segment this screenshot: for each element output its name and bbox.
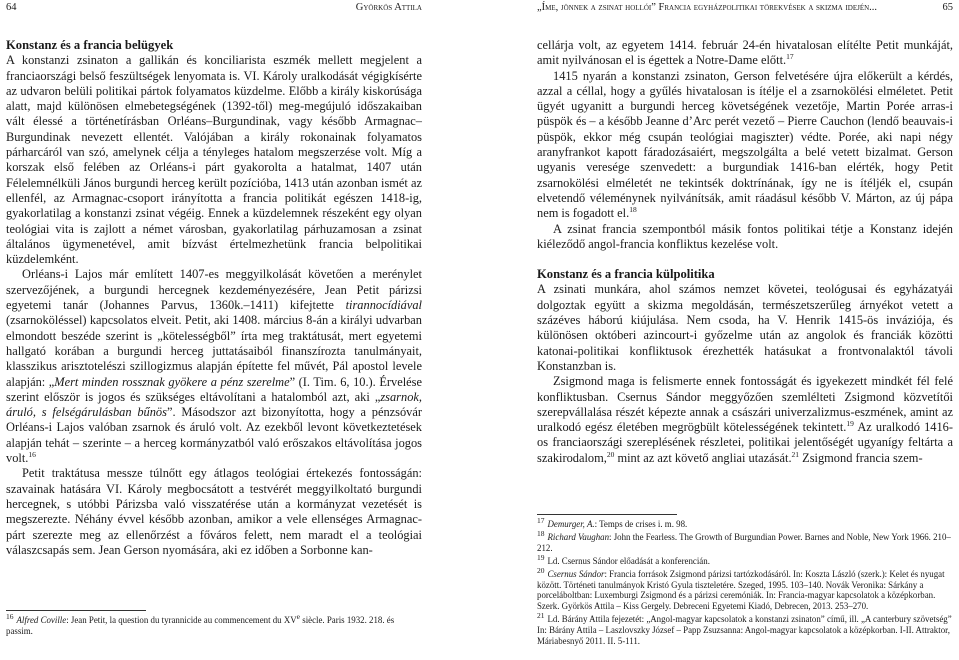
left-page-number: 64 — [6, 2, 17, 13]
footnote: $^{16}$ Alfred Coville: Jean Petit, la question du tyrannicide au commencement du XVe siècle. Paris 1932. 218. és passim. — [6, 612, 395, 636]
left-running-head: Györkös Attila — [355, 2, 422, 13]
right-running-head: „Íme, jönnek a zsinat hollói” Francia egyházpolitikai törekvések a skizma idején... — [537, 2, 878, 13]
footnote-divider — [537, 514, 677, 515]
left-page-header — [6, 2, 422, 18]
footnote-divider — [6, 610, 146, 611]
footnote: $^{19}$ Ld. Csernus Sándor előadását a konferencián. — [537, 552, 710, 566]
paragraph: Petit traktátusa messze túlnőtt egy átlagos teológiai értekezés fontosságán: szavainak hatására VI. Károly megbocsátott a testvérét meggyilkoltató burgundi hercegnek, s utóbbi Párizsba való visszatérése után a kormányzat vezetését is megszerezte. Néhány évvel később azonban, amikor a vele ellenséges Armagnac-párt szerezte meg az ellenőrzést a főváros felett, nem maradt el a teológiai válaszcsapás sem. Jean Gerson nyomására, aki ez időben a Sorbonne kan- — [6, 466, 422, 557]
section-heading: Konstanz és a francia belügyek — [6, 38, 174, 52]
paragraph: 1415 nyarán a konstanzi zsinaton, Gerson felvetésére újra előkerült a kérdés, azzal a céllal, hogy a gyűlés hivatalosan is ítélje el a zsarnokölési elméletet. Petit ügyét ugyanitt a burgundi herceg követségének vezetője, Martin Porée arras-i püspök és – a később Jeanne d’Arc perét vezető – Pierre Cauchon (lendő beauvais-i püspök, ekkor még csupán teológiai magiszter) védte. Porée, aki napi négy aranyfrankot kapott fáradozásaiért, megszolgálta a belé vetett bizalmat. Gerson ugyanis veresége szenvedett: a burgundiak 1416-ban elérték, hogy Petit zsarnokölési elméletét ne tekintsék doktrínának, így ne is ítéljék el, csupán elvetendő véleménynek nyilvánítsák, amit ráadásul később V. Márton, az új pápa nem is fogadott el.$^{18}$ — [537, 68, 953, 221]
paragraph: Zsigmond maga is felismerte ennek fontosságát és igyekezett mindkét fél felé konfliktusban. Csernus Sándor meggyőzően szemlélteti Zsigmond közvetítői szerepvállalása részét képezte annak a császári univerzalizmus-eszmének, amint az uralkodó egész életében megrögbült kötelességének tekintett.$^{19}$ Az uralkodó 1416-os franciaországi szereplésének részletei, politikai jelentőségét ugyanígy feltárta a szakirodalom,$^{20}$ mint az azt követő angliai utazását.$^{21}$ Zsigmond francia szem- — [537, 374, 953, 465]
right-page-header — [537, 2, 953, 18]
paragraph: Orléans-i Lajos már említett 1407-es meggyilkolását követően a merénylet szervezőjének, a burgundi hercegnek kezdeményezésére, Jean Petit párizsi egyetemi tanár (Johannes Parvus, 1360k.–1411) kifejtette tirannocídiával (zsarnoköléssel) kapcsolatos elveit. Petit, aki 1408. március 8-án a királyi udvarban elmondott beszéde szerint is „kötelességből” írta meg traktátusát, mert egyetemi hallgató korában a burgundi herceg juttatásaiból finanszírozta tanulmányait, klasszikus arisztotelészi szillogizmus alapján építette fel művét, Pál apostol levele alapján: „Mert minden rossznak gyökere a pénz szerelme” (I. Tim. 6, 10.). Érvelése szerint először is jogos és szükséges eltávolítani a hatalomból azt, aki „zsarnok, áruló, s felségárulásban bűnös”. Másodszor azt bizonyította, hogy a pénzsóvár Orléans-i Lajos valóban zsarnok és áruló volt. Az ezekből levont következtetések alapján tehát – szerinte – a herceg kormányzatból való erőszakos eltávolítása jogos volt.$^{16}$ — [6, 267, 422, 466]
footnote-ref: 17 — [786, 52, 794, 62]
right-page-body — [537, 38, 953, 466]
paragraph: cellárja volt, az egyetem 1414. február 24-én hivatalosan elítélte Petit munkáját, amit nyilvánosan el is égettek a Notre-Dame előtt.$^{17}$ — [537, 38, 953, 68]
right-footnotes — [537, 514, 953, 649]
right-page — [537, 0, 953, 660]
right-page-number: 65 — [942, 2, 953, 13]
footnote-ref: 16 — [28, 449, 36, 459]
left-page — [6, 0, 422, 660]
left-footnotes — [6, 610, 422, 639]
footnote: $^{18}$ Richard Vaughan: John the Fearless. The Growth of Burgundian Power. Barnes and Noble, New York 1966. 210–212. — [537, 528, 951, 553]
paragraph: A konstanzi zsinaton a gallikán és konciliarista eszmék mellett megjelent a franciaországi belső feszültségek lenyomata is. VI. Károly uralkodását végigkísérte az udvaron belüli politikai pártok folyamatos küzdelme. Előbb a király kiskorúsága alatt, majd különösen elmebetegségének (1392-től) meg-megújuló időszakaiban vált élessé a történetírásban Orléans–Burgundinak, vagy később Armagnac–Burgundinak nevezett ellentét. Valójában a király rokonainak folyamatos párharcáról van szó, amelynek célja a tényleges hatalom megszerzése volt. Míg a korszak első felében az Orléans-i párt gyakorolta a hatalmat, 1407 után Félelemnélküli János burgundi herceg került pozícióba, 1413 után azonban ismét az ellenfél, az Armagnac-csoport irányította a francia politikát egészen 1418-ig, gyakorlatilag a konstanzi zsinat végéig. Ennek a küzdelemnek részeként egy olyan teológiai vita is zajlott a német városban, gyakorlatilag párhuzamosan a zsinat általános ügymenetével, amit bízvást értelmezhetünk francia belpolitikai küzdelemként. — [6, 53, 422, 267]
footnote: $^{20}$ Csernus Sándor: Francia források Zsigmond párizsi tartózkodásáról. In: Koszta László (szerk.): Kelet és nyugat között. Történeti tanulmányok Kristó Gyula tiszteletére. Szeged, 1995. 103–140. Novák Veronika: Sárkány a porceláboltban: Luxemburgi Zsigmond és a párizsi ceremóniák. In: Francia-magyar kapcsolatok a középkorban. Szerk. Györkös Attila – Kiss Gergely. Debreceni Egyetemi Kiadó, Debrecen, 2013. 253–270. — [537, 565, 945, 612]
paragraph: A zsinati munkára, ahol számos nemzet követei, teológusai és egyházatyái dolgoztak együtt a skizma megoldásán, természetszerűleg árnyékot vetett a százéves háború kiújulása. Nem csoda, ha V. Henrik 1415-ös inváziója, és különösen októberi azincourt-i győzelme után az angolok és franciák közötti katonai-politikai konfliktusok érezhették hatásukat a frontvonalaktól távoli Konstanzban is. — [537, 282, 953, 373]
section-heading: Konstanz és a francia külpolitika — [537, 267, 715, 282]
left-page-body — [6, 38, 422, 558]
footnote: $^{17}$ Demurger, A.: Temps de crises i. m. 98. — [537, 516, 688, 529]
footnote-ref: 18 — [629, 205, 637, 215]
footnote: $^{21}$ Ld. Bárány Attila fejezetét: „Angol-magyar kapcsolatok a konstanzi zsinaton” című, ill. „A canterbury szövetség” In: Bárány Attila – Laszlovszky József – Papp Zsuzsanna: Angol-magyar kapcsolatok a középkorban. I-II. Attraktor, Máriabesnyő 2011. II. 5-111. — [537, 611, 952, 647]
paragraph: A zsinat francia szempontból másik fontos politikai tétje a Konstanz idején kiéleződő angol-francia konfliktus kezelése volt. — [537, 221, 953, 251]
